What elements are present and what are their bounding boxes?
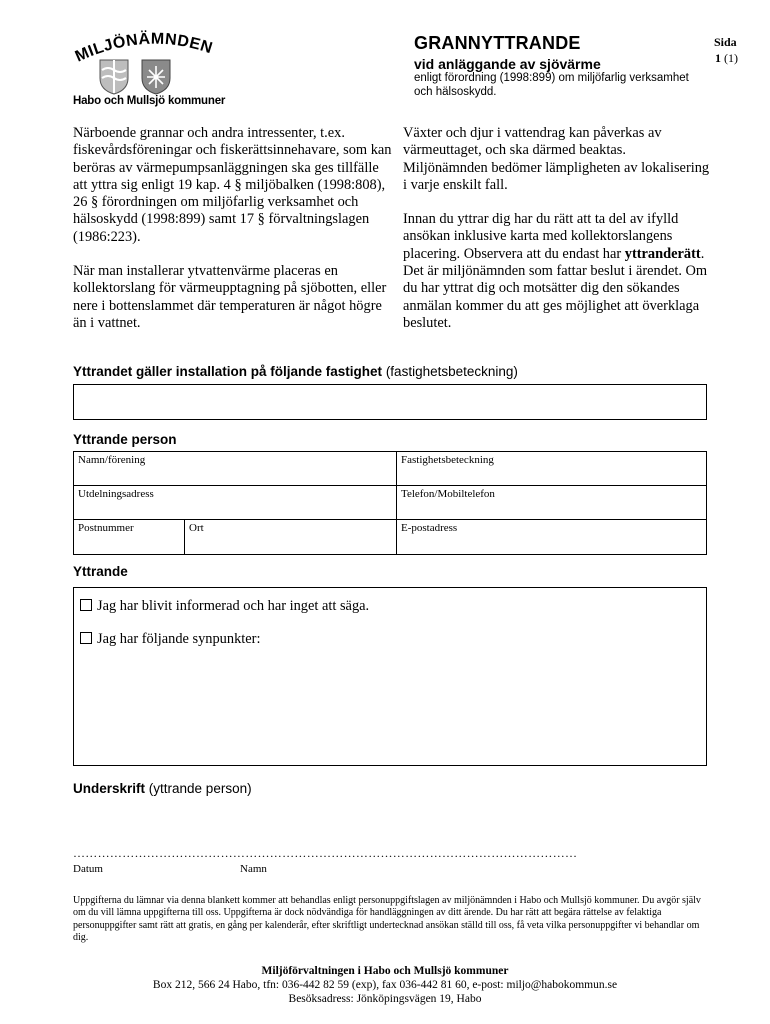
city-field[interactable] [185, 520, 396, 554]
name-field-label: Namn/förening [78, 454, 146, 466]
page-indicator [715, 51, 738, 66]
privacy-notice: Uppgifterna du lämnar via denna blankett kommer att behandlas enligt personuppgiftslagen av miljönämnden i Habo och Mullsjö kommuner. Du avgör själv om du vill lämna uppgifterna till oss. Uppgifterna är dock nödvändiga för handläggningen av ditt ärende. Du har rätt att begära rättelse av felaktiga personuppgifter samt rätt att gratis, en gång per kalenderår, efter skriftligt undertecknad ansökan ställd till oss, få veta vilka personuppgifter vi behandlar om dig. [73, 895, 701, 943]
intro-left-column [73, 125, 393, 349]
statement-section-title [73, 564, 128, 579]
date-label: Datum [73, 863, 103, 875]
intro-paragraph: Närboende grannar och andra intressenter, t.ex. fiskevårdsföreningar och fiskerättsinnehavare, som kan beröras av värmepumpsanläggningen ska ges tillfälle att yttra sig enligt 19 kap. 4 § miljöbalken (1998:808), 26 § förordningen om miljöfarlig verksamhet och hälsoskydd (1998:899) samt 17 § förvaltningslagen (1986:223). [73, 125, 392, 245]
option-comments-label: Jag har följande synpunkter: [97, 631, 261, 647]
statement-title-text: Yttrande [73, 564, 128, 579]
document-title: GRANNYTTRANDE [414, 33, 581, 53]
option-informed-label: Jag har blivit informerad och har inget att säga. [97, 598, 370, 614]
document-subtitle: vid anläggande av sjövärme [414, 56, 601, 72]
intro-paragraph [403, 211, 713, 332]
address-field[interactable] [74, 486, 396, 519]
intro-text: . Det är miljönämnden som fattar beslut i ärendet. Om du har yttrat dig och motsätter dig den sökandes anmälan kommer du att ges möjlighet att överklaga beslutet. [403, 245, 708, 331]
statement-box [73, 587, 707, 766]
city-field-label: Ort [189, 522, 204, 534]
intro-paragraph: Växter och djur i vattendrag kan påverkas av värmeuttaget, och ska därmed beaktas. Miljönämnden bedömer lämpligheten av lokalisering i varje enskilt fall. [403, 125, 710, 193]
signature-section-title [73, 781, 252, 796]
logo-brand-text: MILJÖNÄMNDEN [72, 30, 215, 66]
checkbox-icon[interactable] [80, 599, 92, 611]
address-field-label: Utdelningsadress [78, 488, 154, 500]
person-title-text: Yttrande person [73, 432, 177, 447]
page-number: 1 [715, 51, 721, 65]
property-designation-label: Fastighetsbeteckning [401, 454, 494, 466]
footer-address: Besöksadress: Jönköpingsvägen 19, Habo [288, 993, 482, 1005]
intro-text: Innan du yttrar dig har du rätt att ta del av ifylld ansökan inklusive karta med kollektorslangens placering. Observera att du endast har [403, 211, 679, 262]
footer-contact: Box 212, 566 24 Habo, tfn: 036-442 82 59 (exp), fax 036-442 81 60, e-post: miljo@habokommun.se [152, 979, 618, 991]
intro-paragraph: När man installerar ytvattenvärme placeras en kollektorslang för värmeupptagning på sjöbotten, eller nere i bottenslammet där temperaturen är något högre än i vattnet. [73, 263, 387, 331]
legal-reference: enligt förordning (1998:899) om miljöfarlig verksamhet och hälsoskydd. [414, 72, 689, 98]
signature-title-text: Underskrift [73, 781, 146, 796]
property-hint: (fastighetsbeteckning) [385, 364, 518, 379]
person-section-title [73, 432, 177, 447]
property-title-text: Yttrandet gäller installation på följande fastighet [73, 364, 383, 379]
option-informed[interactable] [80, 598, 369, 615]
checkbox-icon[interactable] [80, 632, 92, 644]
name-label: Namn [240, 863, 267, 875]
phone-field[interactable] [397, 486, 706, 519]
property-section-title [73, 364, 518, 379]
footer-org: Miljöförvaltningen i Habo och Mullsjö kommuner [261, 965, 509, 977]
property-input-field[interactable] [73, 384, 707, 420]
email-field-label: E-postadress [401, 522, 458, 534]
property-designation-field[interactable] [397, 452, 706, 485]
logo-subtitle: Habo och Mullsjö kommuner [73, 95, 226, 107]
signature-hint: (yttrande person) [148, 781, 252, 796]
person-details-table [73, 451, 707, 555]
name-field[interactable] [74, 452, 396, 485]
intro-emphasis: yttranderätt [624, 245, 701, 262]
postal-code-label: Postnummer [78, 522, 134, 534]
postal-code-field[interactable] [74, 520, 184, 554]
signature-line[interactable]: …………………………………………………………………………………………………………… [73, 846, 578, 860]
comments-textarea[interactable] [78, 654, 700, 760]
email-field[interactable] [397, 520, 706, 554]
page-total: (1) [724, 51, 738, 65]
phone-field-label: Telefon/Mobiltelefon [401, 488, 495, 500]
footer [0, 964, 770, 1006]
coat-of-arms-icon [98, 56, 178, 96]
intro-right-column [403, 125, 713, 349]
option-comments[interactable] [80, 631, 260, 648]
page-label: Sida [714, 35, 737, 49]
